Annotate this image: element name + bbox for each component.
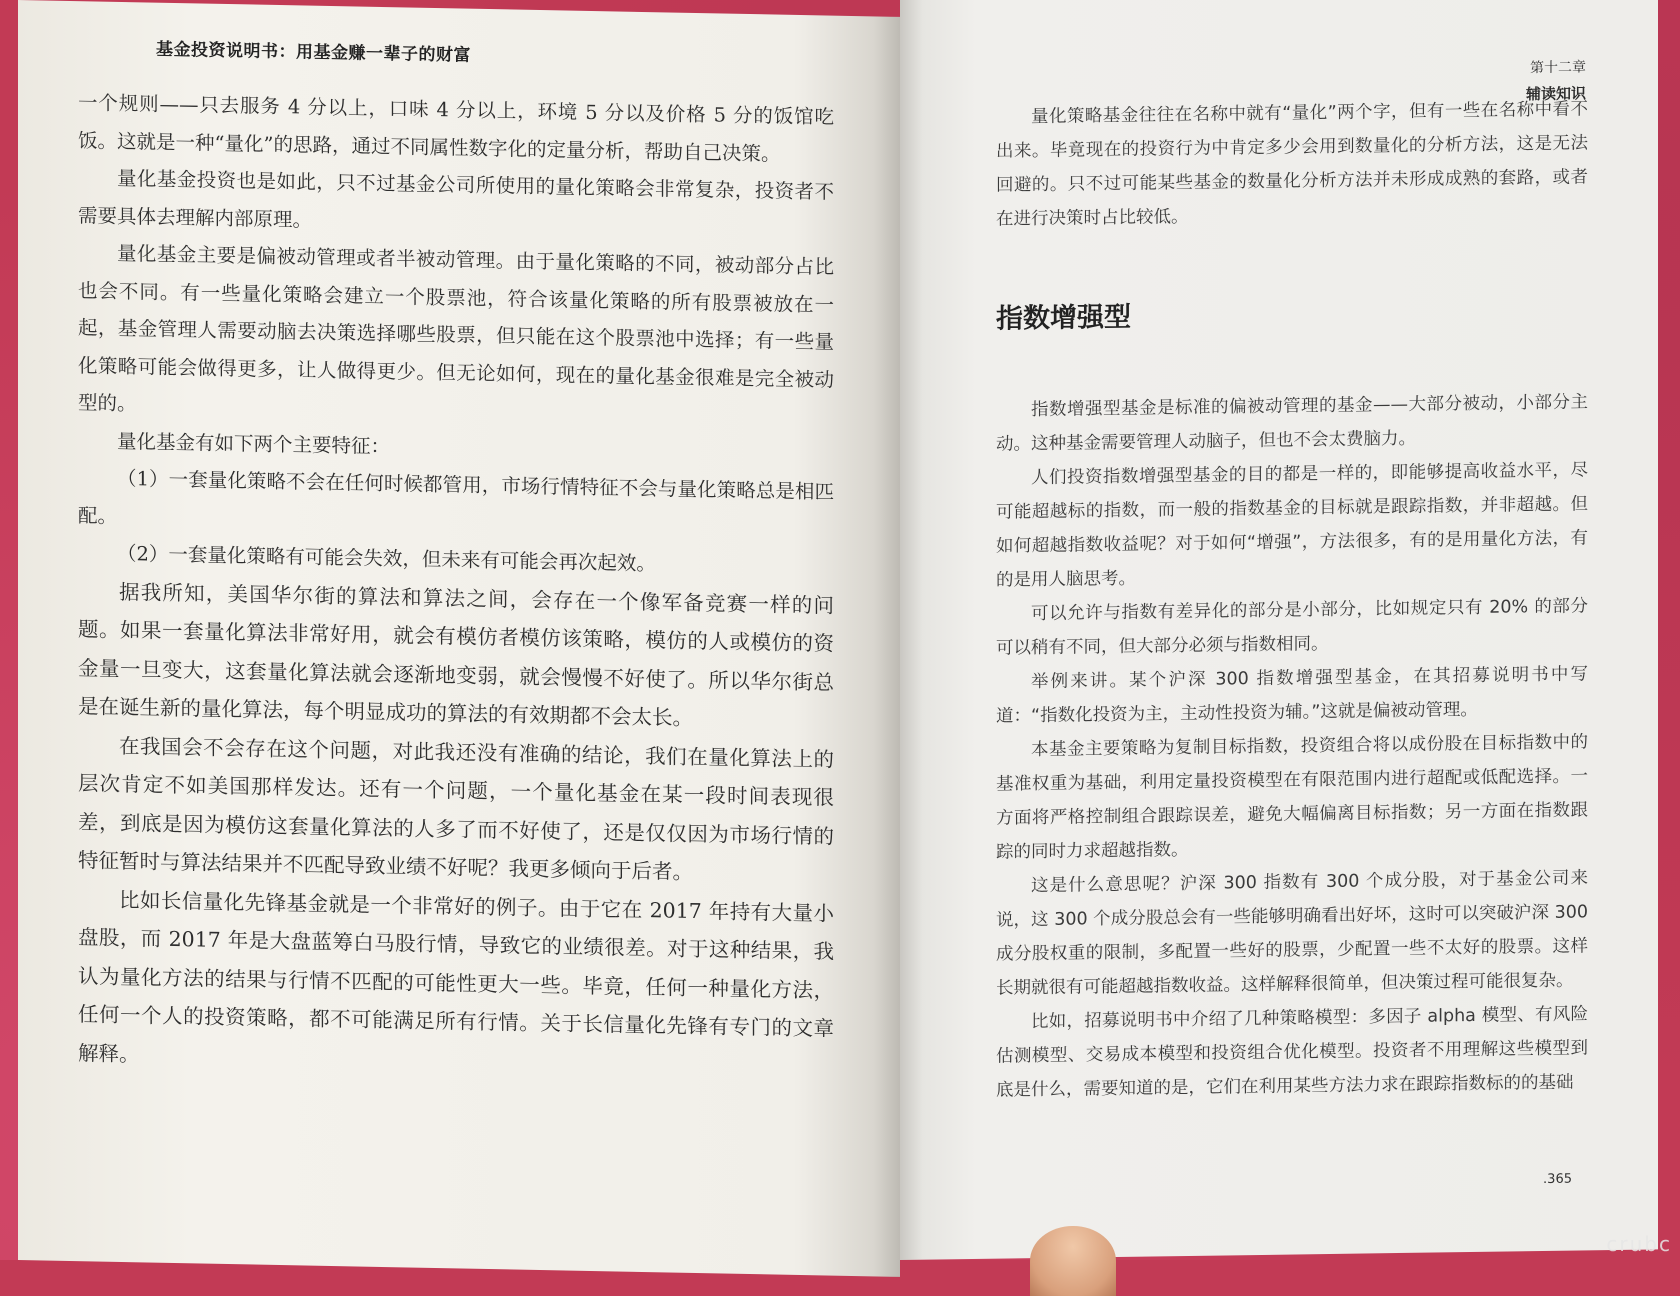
page-number: .365 xyxy=(1543,1171,1572,1188)
right-paragraph: 比如，招募说明书中介绍了几种策略模型：多因子 alpha 模型、有风险估测模型、交易成本模型和投资组合优化模型。投资者不用理解这些模型到底是什么，需要知道的是，它们在利用某些方法力求在跟踪指数标的的基础 xyxy=(996,1004,1588,1101)
chapter-title: 辅读知识 xyxy=(1525,84,1586,104)
right-paragraph: 这是什么意思呢？沪深 300 指数有 300 个成分股，对于基金公司来说，这 300 个成分股总会有一些能够明确看出好坏，这时可以突破沪深 300 成分股权重的限制，多配置一些好的股票，少配置一些不太好的股票。这样长期就很有可能超越指数收益。这样解释很简单，但决策过程可能很复杂。 xyxy=(996,868,1588,999)
finger-tip xyxy=(1030,1226,1116,1296)
right-paragraph: 指数增强型基金是标准的偏被动管理的基金——大部分被动，小部分主动。这种基金需要管理人动脑子，但也不会太费脑力。 xyxy=(996,392,1588,455)
right-page xyxy=(900,0,1658,1260)
open-book xyxy=(18,0,1658,1260)
left-paragraph: 量化基金主要是偏被动管理或者半被动管理。由于量化策略的不同，被动部分占比也会不同。有一些量化策略会建立一个股票池，符合该量化策略的所有股票被放在一起，基金管理人需要动脑去决策选择哪些股票，但只能在这个股票池中选择；有一些量化策略可能会做得更多，让人做得更少。但无论如何，现在的量化基金很难是完全被动型的。 xyxy=(78,241,834,416)
list-item: （1）一套量化策略不会在任何时候都管用，市场行情特征不会与量化策略总是相匹配。 xyxy=(78,466,834,528)
left-paragraph: 在我国会不会存在这个问题，对此我还没有准确的结论，我们在量化算法上的层次肯定不如美国那样发达。还有一个问题，一个量化基金在某一段时间表现很差，到底是因为模仿这套量化算法的人多了而不好使了，还是仅仅因为市场行情的特征暂时与算法结果并不匹配导致业绩不好呢？我更多倾向于后者。 xyxy=(78,733,834,884)
left-paragraph: 量化基金有如下两个主要特征： xyxy=(117,429,391,458)
left-page xyxy=(18,0,900,1277)
right-paragraph: 举例来讲。某个沪深 300 指数增强型基金，在其招募说明书中写道：“指数化投资为主，主动性投资为辅。”这就是偏被动管理。 xyxy=(996,664,1588,727)
left-paragraph: 一个规则——只去服务 4 分以上，口味 4 分以上，环境 5 分以及价格 5 分的饭馆吃饭。这就是一种“量化”的思路，通过不同属性数字化的定量分析，帮助自己决策。 xyxy=(78,91,834,166)
chapter-mark xyxy=(1526,56,1586,104)
right-paragraph: 人们投资指数增强型基金的目的都是一样的，即能够提高收益水平，尽可能超越标的指数，而一般的指数基金的目标就是跟踪指数，并非超越。但如何超越指数收益呢？对于如何“增强”，方法很多，有的是用量化方法，有的是用人脑思考。 xyxy=(996,460,1588,591)
left-paragraph: 比如长信量化先锋基金就是一个非常好的例子。由于它在 2017 年持有大量小盘股，而 2017 年是大盘蓝筹白马股行情，导致它的业绩很差。对于这种结果，我认为量化方法的结果与行情不匹配的可能性更大一些。毕竟，任何一种量化方法，任何一个人的投资策略，都不可能满足所有行情。关于长信量化先锋有专门的文章解释。 xyxy=(78,887,834,1066)
section-heading: 指数增强型 xyxy=(996,301,1131,335)
left-paragraph: 据我所知，美国华尔街的算法和算法之间，会存在一个像军备竞赛一样的问题。如果一套量化算法非常好用，就会有模仿者模仿该策略，模仿的人或模仿的资金量一旦变大，这套量化算法就会逐渐地变弱，就会慢慢不好使了。所以华尔街总是在诞生新的量化算法，每个明显成功的算法的有效期都不会太长。 xyxy=(78,579,834,730)
running-head: 基金投资说明书：用基金赚一辈子的财富 xyxy=(156,39,471,66)
right-paragraph: 可以允许与指数有差异化的部分是小部分，比如规定只有 20% 的部分可以稍有不同，但大部分必须与指数相同。 xyxy=(996,596,1588,659)
chapter-number: 第十二章 xyxy=(1530,59,1586,77)
list-item: （2）一套量化策略有可能会失效，但未来有可能会再次起效。 xyxy=(117,541,656,576)
left-paragraph: 量化基金投资也是如此，只不过基金公司所使用的量化策略会非常复杂，投资者不需要具体去理解内部原理。 xyxy=(78,166,834,232)
right-page-content xyxy=(996,92,1588,1107)
right-paragraph: 本基金主要策略为复制目标指数，投资组合将以成份股在目标指数中的基准权重为基础，利用定量投资模型在有限范围内进行超配或低配选择。一方面将严格控制组合跟踪误差，避免大幅偏离目标指数；另一方面在指数跟踪的同时力求超越指数。 xyxy=(996,732,1588,863)
watermark: crubc xyxy=(1606,1232,1672,1256)
intro-paragraph: 量化策略基金往往在名称中就有“量化”两个字，但有一些在名称中看不出来。毕竟现在的投资行为中肯定多少会用到数量化的分析方法，这是无法回避的。只不过可能某些基金的数量化分析方法并未形成成熟的套路，或者在进行决策时占比较低。 xyxy=(996,99,1588,230)
